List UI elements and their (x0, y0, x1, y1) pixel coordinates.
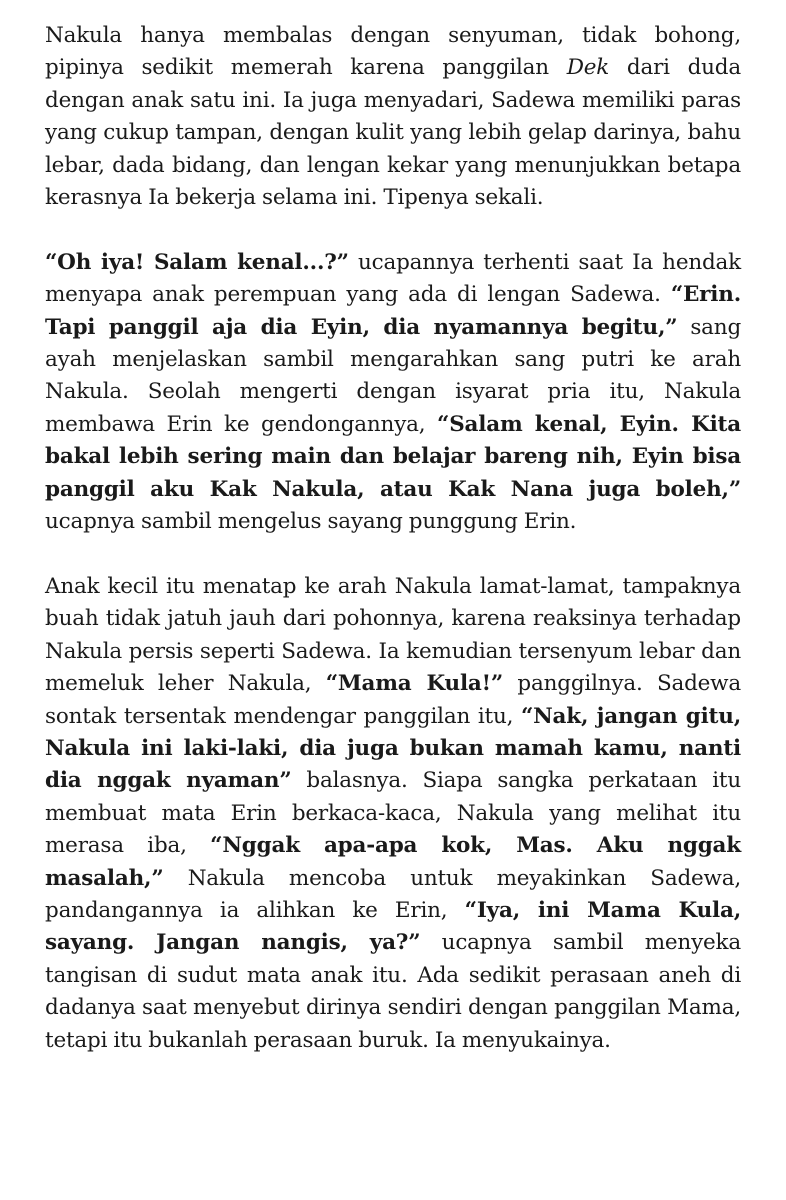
text-run-italic: Dek (566, 55, 610, 81)
dialogue-bold: “Nak, jangan gitu, Nakula ini laki-laki, dia juga bukan mamah kamu, nanti dia nggak nyaman” (45, 703, 741, 794)
text-run: ucapnya sambil menyeka tangisan di sudut mata anak itu. Ada sedikit perasaan aneh di dadanya saat menyebut dirinya sendiri dengan panggilan Mama, tetapi itu bukanlah perasaan buruk. Ia menyukainya. (45, 930, 741, 1053)
paragraph-2 (45, 247, 741, 539)
dialogue-bold: “Mama Kula!” (325, 671, 504, 697)
text-run: sang ayah menjelaskan sambil mengarahkan sang putri ke arah Nakula. Seolah mengerti dengan isyarat pria itu, Nakula membawa Erin ke gendongannya, (45, 314, 742, 437)
text-run: Nakula hanya membalas dengan senyuman, tidak bohong, pipinya sedikit memerah karena panggilan (45, 23, 741, 81)
dialogue-bold: “Erin. Tapi panggil aja dia Eyin, dia nyamannya begitu,” (45, 282, 741, 340)
paragraph-3 (45, 571, 741, 1057)
dialogue-bold: “Oh iya! Salam kenal...?” (45, 249, 349, 275)
paragraph-1 (45, 20, 741, 214)
text-run: panggilnya. Sadewa sontak tersentak mendengar panggilan itu, (45, 671, 741, 729)
text-run: Anak kecil itu menatap ke arah Nakula lamat-lamat, tampaknya buah tidak jatuh jauh dari pohonnya, karena reaksinya terhadap Nakula persis seperti Sadewa. Ia kemudian tersenyum lebar dan memeluk leher Nakula, (45, 573, 741, 697)
text-run: dari duda dengan anak satu ini. Ia juga menyadari, Sadewa memiliki paras yang cukup tampan, dengan kulit yang lebih gelap darinya, bahu lebar, dada bidang, dan lengan kekar yang menunjukkan betapa kerasnya Ia bekerja selama ini. Tipenya sekali. (45, 55, 741, 211)
dialogue-bold: “Iya, ini Mama Kula, sayang. Jangan nangis, ya?” (45, 897, 741, 956)
text-run: ucapannya terhenti saat Ia hendak menyapa anak perempuan yang ada di lengan Sadewa. (45, 249, 741, 308)
text-run: balasnya. Siapa sangka perkataan itu membuat mata Erin berkaca-kaca, Nakula yang melihat itu merasa iba, (45, 768, 741, 859)
text-run: Nakula mencoba untuk meyakinkan Sadewa, pandangannya ia alihkan ke Erin, (45, 865, 741, 923)
dialogue-bold: “Nggak apa-apa kok, Mas. Aku nggak masalah,” (45, 833, 741, 891)
dialogue-bold: “Salam kenal, Eyin. Kita bakal lebih sering main dan belajar bareng nih, Eyin bisa panggil aku Kak Nakula, atau Kak Nana juga boleh,” (45, 411, 742, 502)
text-run: ucapnya sambil mengelus sayang punggung Erin. (45, 509, 577, 535)
document-page (45, 20, 741, 1057)
